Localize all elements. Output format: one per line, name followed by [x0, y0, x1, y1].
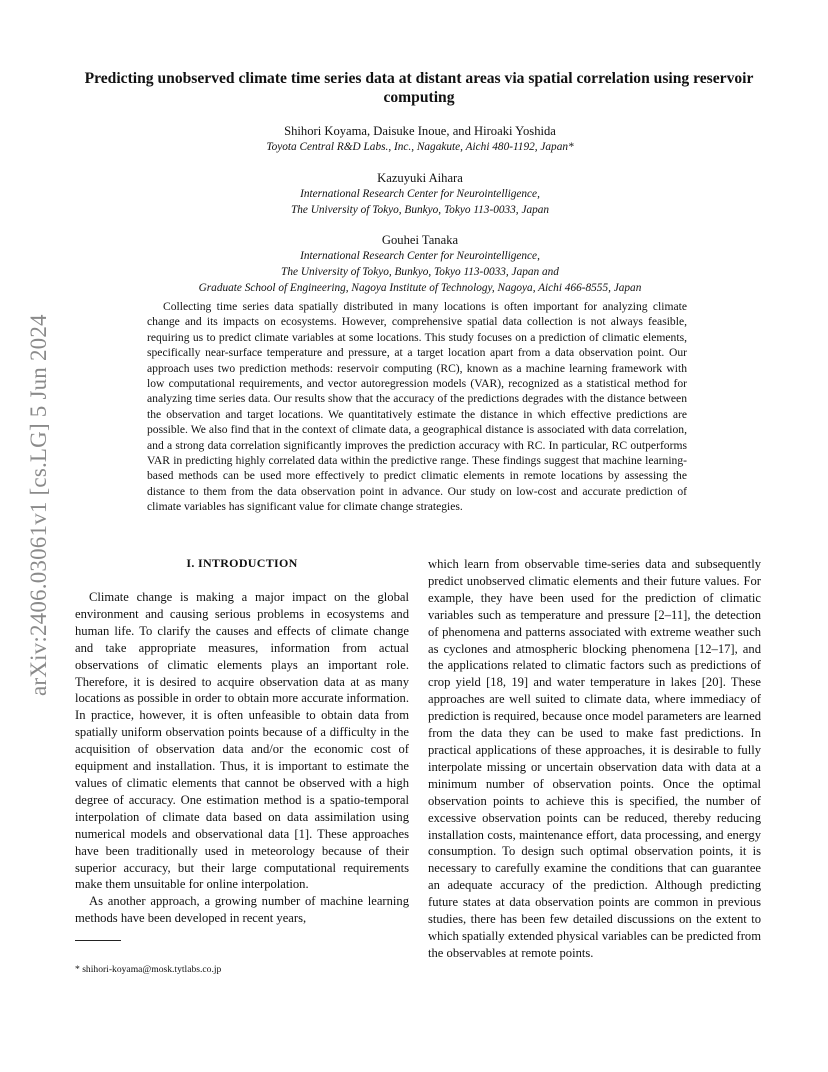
author-names: Gouhei Tanaka	[381, 233, 459, 247]
author-affiliation: International Research Center for Neurointelligence,	[300, 250, 540, 262]
author-affiliation: Toyota Central R&D Labs., Inc., Nagakute, Aichi 480-1192, Japan*	[266, 141, 574, 153]
body-paragraph: Climate change is making a major impact on the global environment and causing serious problems in ecosystems and human life. To clarify the causes and effects of climate change and take appropriate measures, information from actual observations of climatic elements plays an important role. Therefore, it is desired to acquire observation data at as many locations as possible in order to obtain more accurate information. In practice, however, it is often unfeasible to obtain data from spatially uniform observation points because of a difficulty in the acquisition of observation data and/or the economic cost of equipment and installation. Thus, it is important to estimate the values of climatic elements that cannot be observed with a high degree of accuracy. One estimation method is a spatio-temporal interpolation of climate data based on data assimilation using numerical models and observational data [1]. These approaches have been traditionally used in meteorology because of their superior accuracy, but their large computational requirements make them unsuitable for online interpolation.	[75, 590, 409, 892]
author-names: Shihori Koyama, Daisuke Inoue, and Hiroaki Yoshida	[284, 124, 556, 138]
footnote-email: * shihori-koyama@mosk.tytlabs.co.jp	[75, 964, 222, 975]
author-affiliation: International Research Center for Neurointelligence,	[300, 188, 540, 200]
author-group-2	[110, 170, 730, 218]
abstract: Collecting time series data spatially distributed in many locations is often important for analyzing climate change and its impacts on ecosystems. However, comprehensive spatial data collection is not always feasible, requiring us to predict climate variables at some locations. This study focuses on a prediction of climatic elements, specifically near-surface temperature and pressure, at a target location apart from a data observation point. Our approach uses two prediction methods: reservoir computing (RC), known as a machine learning framework with low computational requirements, and vector autoregression models (VAR), recognized as a statistical method for analyzing time series data. Our results show that the accuracy of the predictions degrades with the distance between the observation and target locations. We quantitatively estimate the distance in which effective predictions are possible. We also find that in the context of climate data, a geographical distance is associated with data correlation, and a strong data correlation significantly improves the prediction accuracy with RC. In particular, RC outperforms VAR in predicting highly correlated data within the predictive range. These findings suggest that machine learning-based methods can be used more effectively to predict climatic elements in remote locations by assessing the distance to them from the data observation point in advance. Our study on low-cost and accurate prediction of climate variables has significant value for climate change strategies.	[147, 300, 687, 514]
left-column	[75, 589, 409, 927]
paper-title: Predicting unobserved climate time series data at distant areas via spatial correlation using reservoir computing	[84, 70, 754, 106]
body-paragraph: As another approach, a growing number of machine learning methods have been developed in recent years,	[75, 894, 409, 926]
arxiv-id-text: arXiv:2406.03061v1 [cs.LG] 5 Jun 2024	[26, 314, 51, 696]
author-affiliation: Graduate School of Engineering, Nagoya Institute of Technology, Nagoya, Aichi 466-8555, Japan	[198, 282, 642, 294]
right-column	[428, 556, 761, 962]
arxiv-identifier-stamp	[6, 298, 62, 698]
footnote-divider	[75, 940, 121, 941]
author-names: Kazuyuki Aihara	[377, 171, 463, 185]
author-affiliation: The University of Tokyo, Bunkyo, Tokyo 113-0033, Japan	[290, 204, 550, 216]
author-group-3	[110, 232, 730, 296]
author-affiliation: The University of Tokyo, Bunkyo, Tokyo 113-0033, Japan and	[281, 266, 559, 278]
section-heading-introduction: I. INTRODUCTION	[186, 556, 298, 570]
body-paragraph: which learn from observable time-series data and subsequently predict unobserved climatic elements and their future values. For example, they have been used for the prediction of climatic variables such as temperature and pressure [2–11], the detection of phenomena and patterns associated with extreme weather such as cyclones and atmospheric blocking phenomena [12–17], and the applications related to climatic factors such as predictions of crop yield [18, 19] and water temperature in lakes [20]. These approaches are well suited to climate data, where immediacy of prediction is required, because once model parameters are learned from the data they can be used to make fast predictions. In practical applications of these approaches, it is desirable to fully interpolate missing or uncertain observation data with data at a minimum number of observation points. Once the optimal observation points to achieve this is specified, the number of excessive observation points can be reduced, thereby reducing installation costs, maintenance effort, data processing, and energy consumption. To design such optimal observation points, it is necessary to carefully examine the conditions that can guarantee an adequate accuracy of the prediction. Although predicting future states at data observation points are common in previous studies, there has been few detailed discussions on the extent to which spatially extended physical variables can be predicted from the observables at remote points.	[428, 557, 761, 960]
author-group-1	[110, 123, 730, 155]
